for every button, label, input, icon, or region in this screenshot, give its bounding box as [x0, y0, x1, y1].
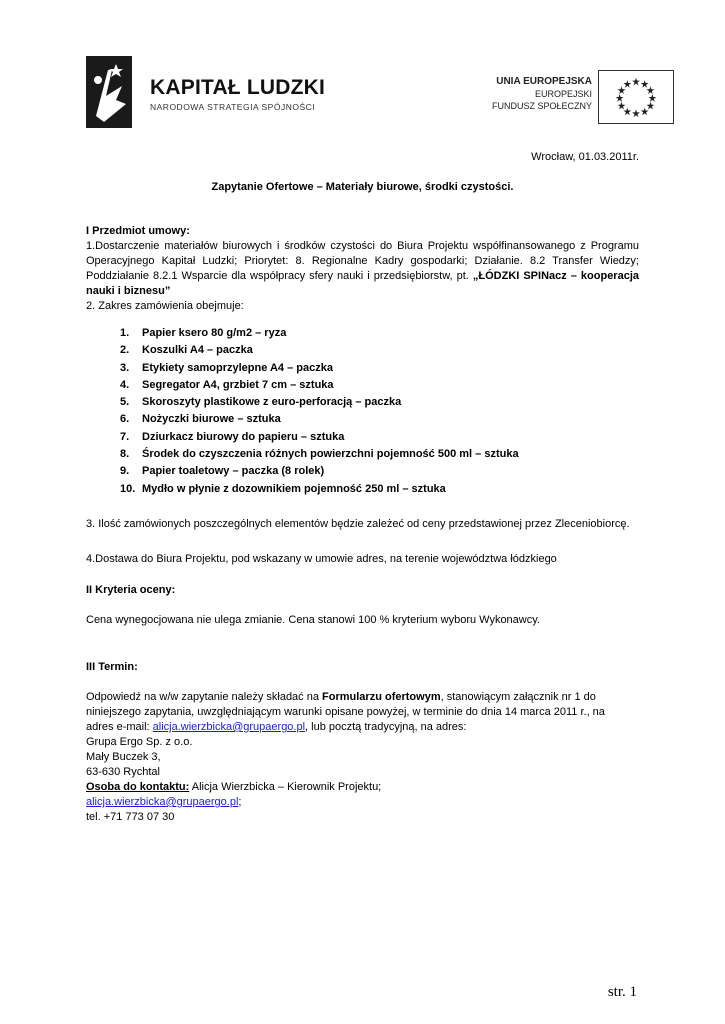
list-item-text: Etykiety samoprzylepne A4 – paczka — [142, 361, 333, 374]
contact-line — [86, 780, 639, 795]
document-date: Wrocław, 01.03.2011r. — [531, 151, 639, 163]
section-1 — [86, 224, 639, 314]
section-1-heading: I Przedmiot umowy: — [86, 225, 190, 237]
contact-email-line — [86, 795, 639, 810]
list-item — [120, 464, 620, 481]
phone-line: tel. +71 773 07 30 — [86, 811, 175, 823]
list-item-number: 9. — [120, 465, 130, 478]
contact-text: Alicja Wierzbicka – Kierownik Projektu; — [189, 781, 382, 793]
address-line-1: Grupa Ergo Sp. z o.o. — [86, 736, 193, 748]
list-item — [120, 412, 620, 429]
section-3-text-2: , stanowiącym załącznik nr 1 do niniejszego zapytania, uwzględniającym warunki opisane powyżej, w terminie do dnia 14 marca 2011 r., na adres e-mail: — [86, 691, 605, 733]
list-item-text: Segregator A4, grzbiet 7 cm – sztuka — [142, 378, 334, 391]
address-line-2: Mały Buczek 3, — [86, 751, 161, 763]
contact-label: Osoba do kontaktu: — [86, 781, 190, 793]
list-item-number: 6. — [120, 413, 130, 426]
document-title: Zapytanie Ofertowe – Materiały biurowe, środki czystości. — [211, 181, 514, 193]
section-3-body — [86, 690, 639, 825]
section-3-text-3: , lub pocztą tradycyjną, na adres: — [305, 721, 467, 733]
section-1-paragraph-2: 2. Zakres zamówienia obejmuje: — [86, 300, 244, 312]
list-item-text: Papier ksero 80 g/m2 – ryza — [142, 327, 287, 339]
section-1-para1-text: 1.Dostarczenie materiałów biurowych i środków czystości do Biura Projektu współfinansowanego z Programu Operacyjnego Kapitał Ludzki; Priorytet: 8. Regionalne Kadry gospodarki; Działanie. 8.2 Transfer Wiedzy; Poddziałanie 8.2.1 Wsparcie dla współpracy sfery nauki i przedsiębiorstw, pt. — [86, 240, 639, 282]
eu-flag-icon — [598, 70, 674, 124]
list-item — [120, 326, 620, 343]
page-number: str. 1 — [607, 984, 637, 1000]
list-item — [120, 343, 620, 360]
kapital-ludzki-emblem-icon — [86, 56, 132, 128]
paragraph-3: 3. Ilość zamówionych poszczególnych elementów będzie zależeć od ceny przedstawionej przez Zleceniobiorcę. — [86, 518, 630, 530]
eu-logo-text — [492, 76, 592, 112]
address-line-3: 63-630 Rychtal — [86, 766, 160, 778]
list-item-text: Mydło w płynie z dozownikiem pojemność 250 ml – sztuka — [142, 482, 446, 495]
list-item-text: Nożyczki biurowe – sztuka — [142, 413, 281, 426]
paragraph-4: 4.Dostawa do Biura Projektu, pod wskazany w umowie adres, na terenie województwa łódzkiego — [86, 553, 557, 565]
eu-line1: UNIA EUROPEJSKA — [496, 76, 592, 87]
kapital-ludzki-title: KAPITAŁ LUDZKI — [150, 76, 326, 99]
eu-line2: EUROPEJSKI — [534, 89, 592, 99]
list-item-number: 8. — [120, 448, 130, 461]
section-1-paragraph-1 — [86, 239, 639, 299]
email-link[interactable]: alicja.wierzbicka@grupaergo.pl — [152, 721, 306, 733]
section-2-heading: II Kryteria oceny: — [86, 584, 176, 596]
project-name: „ŁÓDZKI SPINacz – kooperacja nauki i biznesu” — [86, 270, 639, 297]
eu-line3: FUNDUSZ SPOŁECZNY — [491, 101, 592, 111]
list-item — [120, 361, 620, 378]
list-item-text: Koszulki A4 – paczka — [142, 344, 253, 357]
section-3-text-1: Odpowiedź na w/w zapytanie należy składać na — [86, 691, 323, 703]
form-name: Formularzu ofertowym — [322, 691, 441, 703]
list-item-text: Dziurkacz biurowy do papieru – sztuka — [142, 430, 345, 443]
list-item-number: 5. — [120, 396, 130, 409]
list-item — [120, 378, 620, 395]
list-item — [120, 482, 620, 499]
list-item — [120, 395, 620, 412]
contact-email-link[interactable]: alicja.wierzbicka@grupaergo.pl — [86, 796, 239, 808]
kapital-ludzki-subtitle: NARODOWA STRATEGIA SPÓJNOŚCI — [150, 102, 316, 112]
list-item — [120, 447, 620, 464]
list-item-text: Środek do czyszczenia różnych powierzchni pojemność 500 ml – sztuka — [142, 448, 519, 461]
list-item — [120, 430, 620, 447]
list-item-number: 3. — [120, 361, 130, 374]
list-item-number: 1. — [120, 327, 130, 339]
section-2-text: Cena wynegocjowana nie ulega zmianie. Cena stanowi 100 % kryterium wyboru Wykonawcy. — [86, 614, 540, 626]
list-item-number: 2. — [120, 344, 130, 357]
contact-email-suffix: ; — [238, 796, 242, 808]
list-item-number: 4. — [120, 378, 130, 391]
items-list — [120, 326, 620, 499]
list-item-number: 7. — [120, 430, 130, 443]
eu-logo — [482, 70, 674, 124]
list-item-number: 10. — [120, 482, 136, 495]
section-3-heading: III Termin: — [86, 661, 138, 673]
section-3-paragraph — [86, 690, 626, 735]
list-item-text: Papier toaletowy – paczka (8 rolek) — [142, 465, 325, 478]
kapital-ludzki-logo — [86, 56, 326, 130]
list-item-text: Skoroszyty plastikowe z euro-perforacją – paczka — [142, 396, 402, 409]
